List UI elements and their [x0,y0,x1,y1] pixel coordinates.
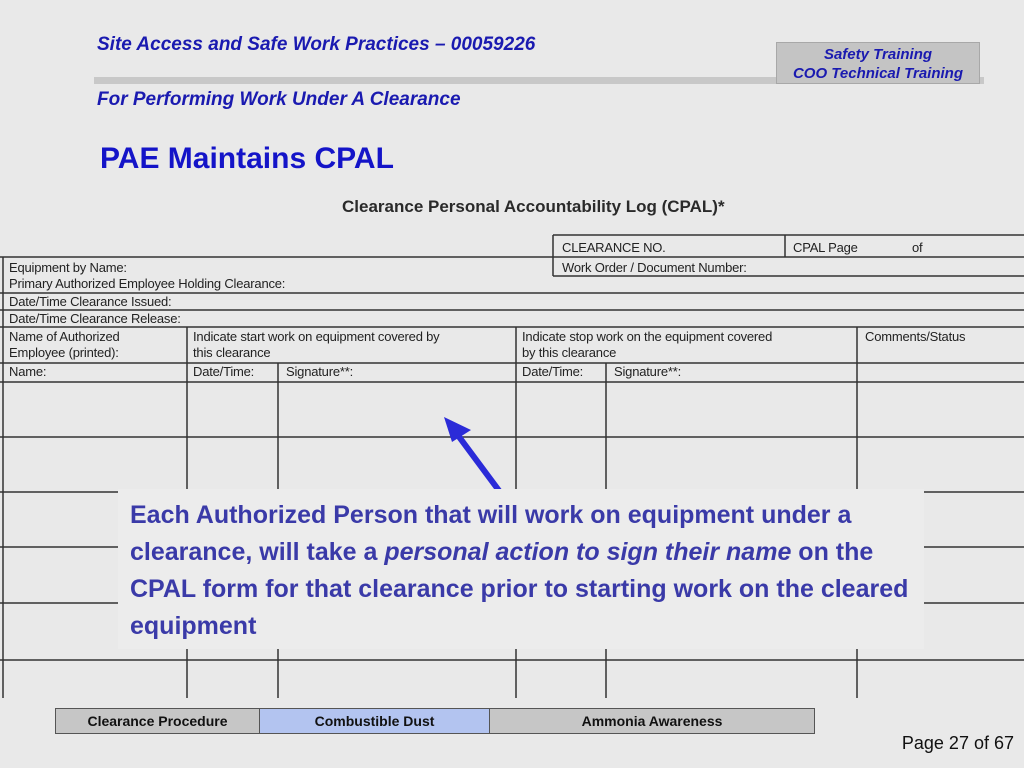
training-badge [776,42,980,84]
start-signature-label: Signature**: [286,364,353,379]
start-work-label-1: Indicate start work on equipment covered by [193,329,440,344]
clearance-no-label: CLEARANCE NO. [562,240,666,255]
page-number: Page 27 of 67 [901,733,1014,753]
pointer-arrow-icon [444,417,500,492]
release-label: Date/Time Clearance Release: [9,311,181,326]
name-authorized-label-2: Employee (printed): [9,345,119,360]
issued-label: Date/Time Clearance Issued: [9,294,172,309]
tab-clearance-procedure[interactable]: Clearance Procedure [56,709,260,733]
cpal-page-of-label: of [912,240,923,255]
callout-emphasis: personal action to sign their name [384,538,792,566]
form-title: Clearance Personal Accountability Log (CPAL)* [342,197,725,216]
start-date-time-label: Date/Time: [193,364,255,379]
badge-line-2: COO Technical Training [792,65,964,82]
tab-combustible-dust[interactable]: Combustible Dust [260,709,490,733]
tab-ammonia-awareness[interactable]: Ammonia Awareness [490,709,814,733]
slide-title: PAE Maintains CPAL [100,142,394,175]
stop-signature-label: Signature**: [614,364,681,379]
course-nav-tabs [55,708,815,734]
name-authorized-label-1: Name of Authorized [9,329,120,344]
header-subtitle: For Performing Work Under A Clearance [97,89,461,110]
header-title: Site Access and Safe Work Practices – 00059226 [97,34,536,55]
equipment-label: Equipment by Name: [9,260,127,275]
comments-label: Comments/Status [865,329,966,344]
callout-text-part-2: on the CPAL form for that clearance prior to starting work on the cleared equipment [130,538,909,640]
stop-date-time-label: Date/Time: [522,364,584,379]
callout-text [130,497,920,645]
callout-box [118,489,924,649]
badge-line-1: Safety Training [823,46,933,63]
stop-work-label-2: by this clearance [522,345,617,360]
callout-text-part-1: Each Authorized Person that will work on equipment under a clearance, will take a [130,501,852,566]
name-label: Name: [9,364,47,379]
work-order-label: Work Order / Document Number: [562,260,747,275]
cpal-page-label: CPAL Page [793,240,858,255]
primary-employee-label: Primary Authorized Employee Holding Clearance: [9,276,286,291]
stop-work-label-1: Indicate stop work on the equipment covered [522,329,773,344]
start-work-label-2: this clearance [193,345,271,360]
